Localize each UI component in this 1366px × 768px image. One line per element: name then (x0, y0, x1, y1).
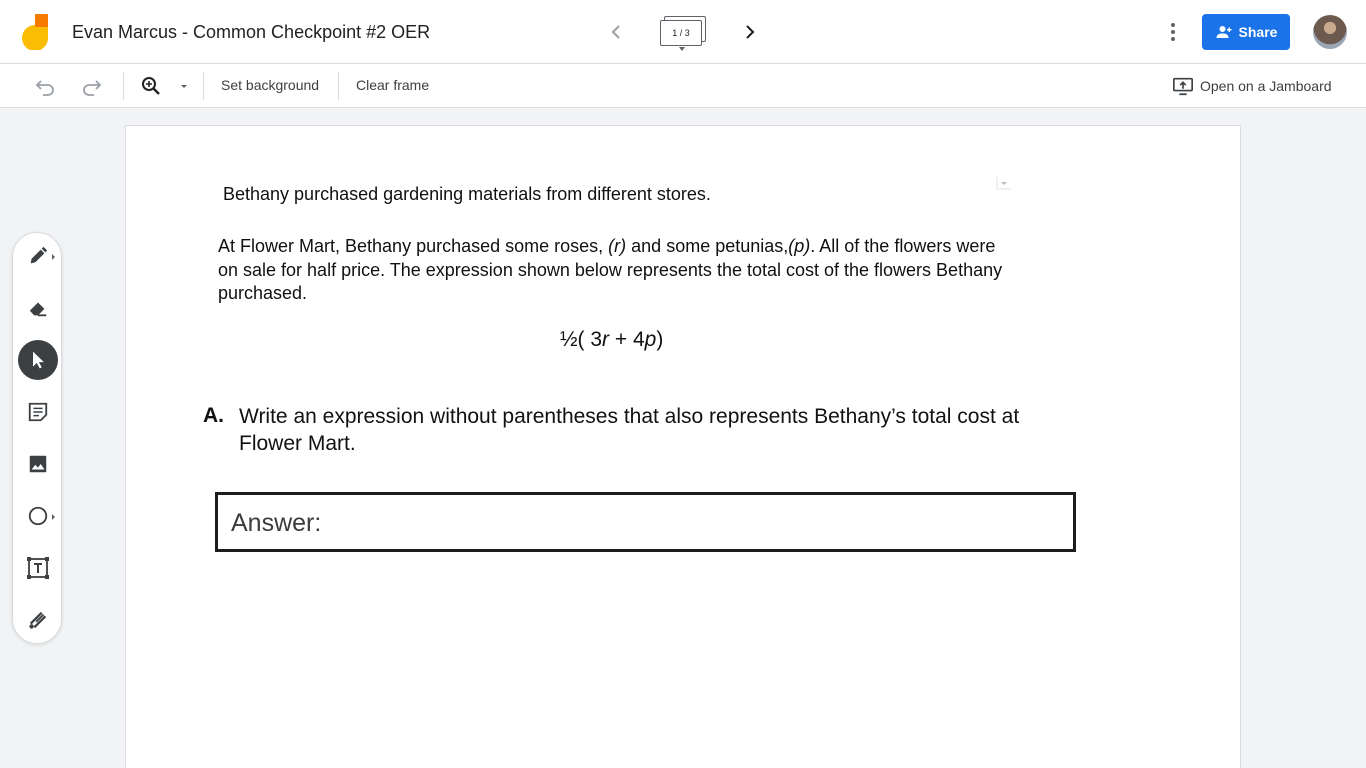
frame-toolbar (0, 64, 1366, 108)
text-box-tool[interactable] (18, 548, 58, 588)
expr-part-a: ½( 3 (560, 328, 603, 351)
problem-intro: Bethany purchased gardening materials from different stores. (223, 184, 711, 204)
next-frame-button[interactable] (738, 20, 762, 44)
chevron-right-icon (738, 20, 762, 44)
problem-text-b: and some petunias, (626, 236, 789, 256)
answer-box[interactable] (215, 492, 1076, 552)
redo-icon (80, 74, 104, 98)
image-icon (27, 453, 49, 475)
caret-down-icon (996, 176, 1012, 190)
open-on-jamboard-button[interactable] (1172, 74, 1332, 98)
question-letter: A. (203, 404, 224, 427)
add-person-icon (1215, 23, 1233, 41)
submenu-arrow-icon (52, 514, 55, 520)
share-label: Share (1238, 24, 1278, 40)
pointer-icon (28, 350, 48, 370)
open-on-jamboard-label: Open on a Jamboard (1200, 78, 1332, 94)
toolbar-divider (203, 72, 204, 100)
expr-var-r: r (602, 328, 610, 351)
previous-frame-button[interactable] (604, 20, 628, 44)
share-button[interactable] (1202, 14, 1290, 50)
more-vert-icon (1161, 20, 1185, 44)
image-tool[interactable] (18, 444, 58, 484)
sticky-note-icon (27, 401, 49, 423)
document-title[interactable]: Evan Marcus - Common Checkpoint #2 OER (72, 22, 431, 42)
answer-label: Answer: (231, 509, 322, 537)
undo-button[interactable] (33, 74, 57, 98)
laser-tool[interactable] (18, 600, 58, 640)
variable-p: (p) (788, 236, 811, 256)
eraser-tool[interactable] (18, 288, 58, 328)
question-text: Write an expression without parentheses that also represents Bethany’s total cost at Flower Mart. (239, 405, 1020, 455)
laser-icon (27, 609, 49, 631)
object-menu-handle[interactable] (996, 176, 1012, 190)
variable-r: (r) (608, 236, 627, 256)
pen-icon (27, 245, 49, 267)
circle-tool[interactable] (18, 496, 58, 536)
toolbar-divider (338, 72, 339, 100)
submenu-arrow-icon (52, 254, 55, 260)
text-box-icon (26, 556, 50, 580)
zoom-dropdown-button[interactable] (172, 74, 196, 98)
user-avatar[interactable] (1313, 15, 1347, 49)
cost-expression (560, 328, 663, 352)
expr-part-b: + 4 (609, 328, 645, 351)
zoom-button[interactable] (139, 74, 163, 98)
undo-icon (33, 74, 57, 98)
problem-text-a: At Flower Mart, Bethany purchased some roses, (218, 236, 609, 256)
circle-icon (27, 505, 49, 527)
problem-text-c: . All of the flowers were on sale for half price. The expression shown below represents the total cost of the flowers Bethany purchased. (218, 236, 1003, 303)
expr-var-p: p (644, 328, 657, 351)
clear-frame-button[interactable]: Clear frame (356, 77, 430, 93)
caret-down-icon (679, 47, 685, 51)
zoom-in-icon (139, 74, 163, 98)
eraser-icon (27, 297, 49, 319)
set-background-button[interactable]: Set background (221, 77, 320, 93)
sticky-note-tool[interactable] (18, 392, 58, 432)
expr-part-c: ) (656, 328, 664, 351)
problem-description (218, 235, 1018, 306)
frame-bar-toggle[interactable] (660, 16, 708, 52)
frame-counter: 1 / 3 (660, 20, 702, 46)
chevron-left-icon (604, 20, 628, 44)
drawing-tools-panel (12, 232, 62, 644)
caret-down-icon (172, 74, 196, 98)
select-tool[interactable] (18, 340, 58, 380)
jamboard-logo-icon[interactable] (22, 14, 50, 50)
app-header (0, 0, 1366, 64)
pen-tool[interactable] (18, 236, 58, 276)
toolbar-divider (123, 72, 124, 100)
more-options-button[interactable] (1161, 20, 1185, 44)
cast-to-device-icon (1172, 75, 1194, 97)
redo-button[interactable] (80, 74, 104, 98)
